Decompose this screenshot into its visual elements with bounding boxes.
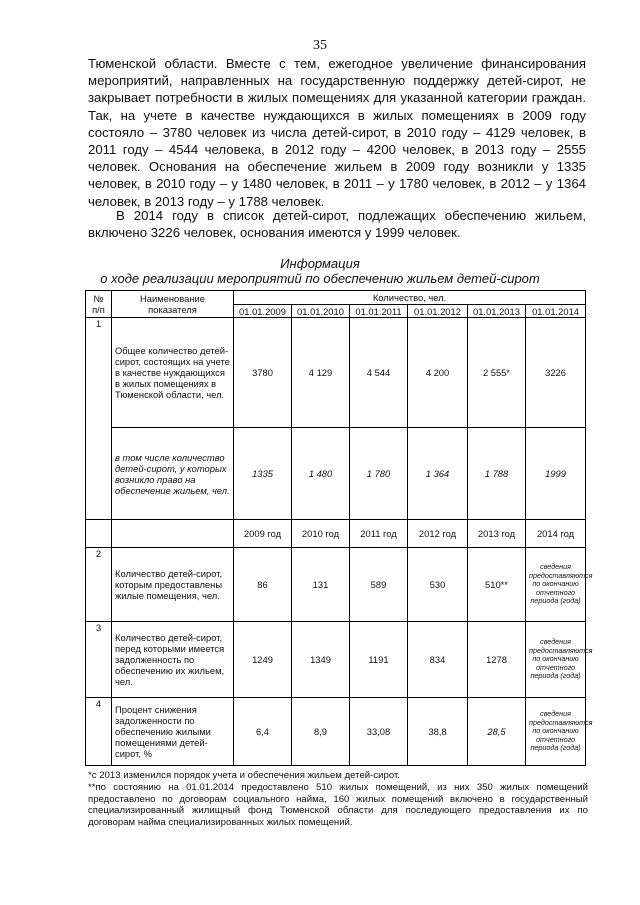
table-cell: 1 788 bbox=[468, 428, 526, 520]
table-cell: 131 bbox=[292, 548, 350, 622]
pending-note: сведения предоставляются по окончанию отчетного периода (года) bbox=[526, 548, 586, 622]
table-cell: 1999 bbox=[526, 428, 586, 520]
footnote-2: **по состоянию на 01.01.2014 предоставлено 510 жилых помещений, из них 350 жилых помещений предоставлено по договорам социального найма, 160 жилых помещений включено в государственный специализированный жилищный фонд Тюменской области для последующего предоставления их по договорам найма специализированных жилых помещений. bbox=[88, 782, 588, 828]
table-title: Информация bbox=[280, 256, 360, 271]
table-cell: 4 544 bbox=[350, 318, 408, 428]
row-name: Общее количество детей-сирот, состоящих на учете в качестве нуждающихся в жилых помещениях в Тюменской области, чел. bbox=[112, 318, 234, 428]
header-date: 01.01.2009 bbox=[234, 305, 292, 318]
orphans-housing-table bbox=[85, 290, 593, 766]
table-cell: 1278 bbox=[468, 622, 526, 698]
row-name: Процент снижения задолженности по обеспечению жилыми помещениями детей-сирот, % bbox=[112, 698, 234, 766]
header-name: Наименование показателя bbox=[112, 291, 234, 318]
header-date: 01.01.2011 bbox=[350, 305, 408, 318]
header-date: 01.01.2014 bbox=[526, 305, 586, 318]
table-cell: 1335 bbox=[234, 428, 292, 520]
empty-cell bbox=[112, 520, 234, 548]
table-cell: 1 480 bbox=[292, 428, 350, 520]
row-number: 1 bbox=[86, 318, 112, 520]
table-row bbox=[86, 622, 586, 698]
table-cell: 8,9 bbox=[292, 698, 350, 766]
table-cell: 2 555* bbox=[468, 318, 526, 428]
table-cell: 28,5 bbox=[468, 698, 526, 766]
pending-note: сведения предоставляются по окончанию отчетного периода (года) bbox=[526, 622, 586, 698]
table-cell: 33,08 bbox=[350, 698, 408, 766]
table-cell: 3780 bbox=[234, 318, 292, 428]
table-cell: 86 bbox=[234, 548, 292, 622]
year-label: 2012 год bbox=[408, 520, 468, 548]
table-cell: 1 780 bbox=[350, 428, 408, 520]
row-name: в том числе количество детей-сирот, у которых возникло право на обеспечение жильем, чел. bbox=[112, 428, 234, 520]
header-date: 01.01.2010 bbox=[292, 305, 350, 318]
table-subtitle: о ходе реализации мероприятий по обеспечению жильем детей-сирот bbox=[100, 271, 540, 286]
table-row bbox=[86, 318, 586, 428]
table-cell: 6,4 bbox=[234, 698, 292, 766]
year-label: 2010 год bbox=[292, 520, 350, 548]
header-number: № п/п bbox=[86, 291, 112, 318]
footnote-1: *с 2013 изменился порядок учета и обеспечения жильем детей-сирот. bbox=[88, 770, 400, 781]
paragraph-2014: В 2014 году в список детей-сирот, подлежащих обеспечению жильем, включено 3226 человек, основания имеются у 1999 человек. bbox=[88, 208, 586, 241]
header-quantity: Количество, чел. bbox=[234, 291, 586, 305]
header-date: 01.01.2013 bbox=[468, 305, 526, 318]
table-cell: 1 364 bbox=[408, 428, 468, 520]
table-cell: 1249 bbox=[234, 622, 292, 698]
table-cell: 38,8 bbox=[408, 698, 468, 766]
table-cell: 4 200 bbox=[408, 318, 468, 428]
page-number: 35 bbox=[313, 38, 327, 53]
table-cell: 530 bbox=[408, 548, 468, 622]
table-cell: 510** bbox=[468, 548, 526, 622]
table-cell: 1349 bbox=[292, 622, 350, 698]
row-number: 2 bbox=[86, 548, 112, 622]
table-cell: 1191 bbox=[350, 622, 408, 698]
table-cell: 3226 bbox=[526, 318, 586, 428]
year-label: 2009 год bbox=[234, 520, 292, 548]
year-label: 2014 год bbox=[526, 520, 586, 548]
row-name: Количество детей-сирот, которым предоставлены жилые помещения, чел. bbox=[112, 548, 234, 622]
years-row bbox=[86, 520, 586, 548]
pending-note: сведения предоставляются по окончанию отчетного периода (года) bbox=[526, 698, 586, 766]
row-number: 3 bbox=[86, 622, 112, 698]
paragraph-continuation: Тюменской области. Вместе с тем, ежегодное увеличение финансирования мероприятий, направленных на государственную поддержку детей-сирот, не закрывает потребности в жилых помещениях для указанной категории граждан. Так, на учете в качестве нуждающихся в жилых помещениях в 2009 году состояло – 3780 человек из числа детей-сирот, в 2010 году – 4129 человек, в 2011 году – 4544 человека, в 2012 году – 4200 человек, в 2013 году – 2555 человек. Основания на обеспечение жильем в 2009 году возникли у 1335 человек, в 2010 году – у 1480 человек, в 2011 – у 1780 человек, в 2012 – у 1364 человек, в 2013 году – у 1788 человек. bbox=[88, 56, 586, 209]
table-cell: 834 bbox=[408, 622, 468, 698]
table-cell: 589 bbox=[350, 548, 408, 622]
table-row bbox=[86, 548, 586, 622]
empty-cell bbox=[86, 520, 112, 548]
year-label: 2013 год bbox=[468, 520, 526, 548]
year-label: 2011 год bbox=[350, 520, 408, 548]
header-date: 01.01.2012 bbox=[408, 305, 468, 318]
row-name: Количество детей-сирот, перед которыми имеется задолженность по обеспечению их жильем, чел. bbox=[112, 622, 234, 698]
table-row bbox=[86, 428, 586, 520]
row-number: 4 bbox=[86, 698, 112, 766]
table-row bbox=[86, 698, 586, 766]
table-cell: 4 129 bbox=[292, 318, 350, 428]
